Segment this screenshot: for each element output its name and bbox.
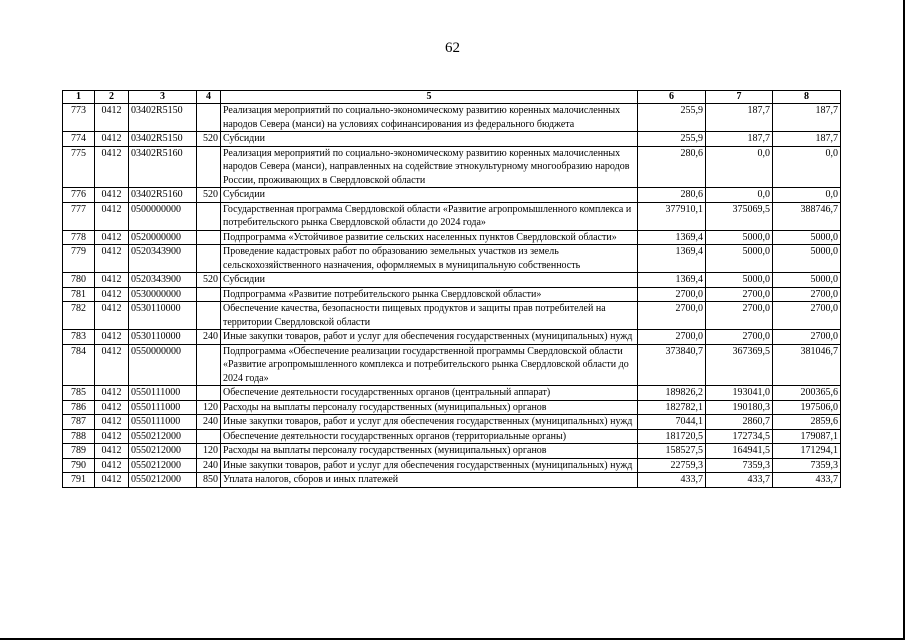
expense-type-code: 520	[197, 188, 221, 203]
item-description: Реализация мероприятий по социально-экономическому развитию коренных малочисленных народов Севера (манси) на условиях софинансирования из федерального бюджета	[221, 104, 638, 132]
target-article-code: 03402R5150	[129, 104, 197, 132]
amount-year-3: 2700,0	[773, 287, 841, 302]
target-article-code: 0550212000	[129, 473, 197, 488]
amount-year-3: 7359,3	[773, 458, 841, 473]
row-number: 785	[63, 386, 95, 401]
table-row	[63, 230, 841, 245]
amount-year-3: 187,7	[773, 132, 841, 147]
expense-type-code: 120	[197, 400, 221, 415]
amount-year-3: 0,0	[773, 188, 841, 203]
amount-year-2: 0,0	[706, 146, 773, 188]
budget-table	[62, 90, 841, 488]
amount-year-1: 181720,5	[638, 429, 706, 444]
expense-type-code: 120	[197, 444, 221, 459]
row-number: 781	[63, 287, 95, 302]
amount-year-3: 200365,6	[773, 386, 841, 401]
item-description: Обеспечение деятельности государственных органов (территориальные органы)	[221, 429, 638, 444]
target-article-code: 0520343900	[129, 245, 197, 273]
amount-year-3: 5000,0	[773, 273, 841, 288]
amount-year-1: 7044,1	[638, 415, 706, 430]
section-code: 0412	[95, 202, 129, 230]
row-number: 783	[63, 330, 95, 345]
section-code: 0412	[95, 473, 129, 488]
header-col-2: 2	[95, 91, 129, 104]
target-article-code: 0520343900	[129, 273, 197, 288]
row-number: 788	[63, 429, 95, 444]
header-col-3: 3	[129, 91, 197, 104]
section-code: 0412	[95, 429, 129, 444]
table-row	[63, 386, 841, 401]
amount-year-2: 5000,0	[706, 230, 773, 245]
amount-year-1: 2700,0	[638, 302, 706, 330]
target-article-code: 0550212000	[129, 444, 197, 459]
target-article-code: 0500000000	[129, 202, 197, 230]
row-number: 791	[63, 473, 95, 488]
amount-year-3: 179087,1	[773, 429, 841, 444]
amount-year-1: 433,7	[638, 473, 706, 488]
item-description: Обеспечение качества, безопасности пищевых продуктов и защиты прав потребителей на территории Свердловской области	[221, 302, 638, 330]
target-article-code: 03402R5160	[129, 146, 197, 188]
row-number: 779	[63, 245, 95, 273]
amount-year-1: 158527,5	[638, 444, 706, 459]
header-row	[63, 91, 841, 104]
amount-year-1: 280,6	[638, 146, 706, 188]
section-code: 0412	[95, 188, 129, 203]
table-row	[63, 415, 841, 430]
amount-year-2: 375069,5	[706, 202, 773, 230]
table-row	[63, 344, 841, 386]
page-number: 62	[445, 40, 460, 56]
expense-type-code	[197, 104, 221, 132]
amount-year-3: 2700,0	[773, 330, 841, 345]
amount-year-2: 2700,0	[706, 302, 773, 330]
target-article-code: 0550212000	[129, 429, 197, 444]
amount-year-3: 171294,1	[773, 444, 841, 459]
item-description: Расходы на выплаты персоналу государственных (муниципальных) органов	[221, 444, 638, 459]
amount-year-2: 367369,5	[706, 344, 773, 386]
item-description: Субсидии	[221, 132, 638, 147]
section-code: 0412	[95, 287, 129, 302]
target-article-code: 0550111000	[129, 415, 197, 430]
expense-type-code	[197, 386, 221, 401]
item-description: Подпрограмма «Обеспечение реализации государственной программы Свердловской области «Развитие агропромышленного комплекса и потребительского рынка Свердловской области до 2024 года»	[221, 344, 638, 386]
amount-year-2: 187,7	[706, 104, 773, 132]
row-number: 790	[63, 458, 95, 473]
target-article-code: 0550111000	[129, 386, 197, 401]
row-number: 786	[63, 400, 95, 415]
amount-year-1: 22759,3	[638, 458, 706, 473]
amount-year-1: 1369,4	[638, 273, 706, 288]
row-number: 774	[63, 132, 95, 147]
item-description: Проведение кадастровых работ по образованию земельных участков из земель сельскохозяйственного назначения, оформляемых в муниципальную собственность	[221, 245, 638, 273]
section-code: 0412	[95, 302, 129, 330]
amount-year-1: 2700,0	[638, 287, 706, 302]
table-body	[63, 104, 841, 488]
row-number: 782	[63, 302, 95, 330]
expense-type-code: 240	[197, 330, 221, 345]
header-col-5: 5	[221, 91, 638, 104]
item-description: Субсидии	[221, 188, 638, 203]
amount-year-2: 0,0	[706, 188, 773, 203]
amount-year-3: 187,7	[773, 104, 841, 132]
amount-year-1: 373840,7	[638, 344, 706, 386]
amount-year-2: 5000,0	[706, 273, 773, 288]
amount-year-3: 0,0	[773, 146, 841, 188]
item-description: Подпрограмма «Развитие потребительского рынка Свердловской области»	[221, 287, 638, 302]
section-code: 0412	[95, 344, 129, 386]
section-code: 0412	[95, 458, 129, 473]
amount-year-3: 381046,7	[773, 344, 841, 386]
amount-year-2: 193041,0	[706, 386, 773, 401]
section-code: 0412	[95, 230, 129, 245]
amount-year-3: 2859,6	[773, 415, 841, 430]
amount-year-2: 433,7	[706, 473, 773, 488]
table-row	[63, 287, 841, 302]
section-code: 0412	[95, 132, 129, 147]
expense-type-code: 520	[197, 273, 221, 288]
expense-type-code	[197, 202, 221, 230]
amount-year-3: 197506,0	[773, 400, 841, 415]
row-number: 776	[63, 188, 95, 203]
expense-type-code	[197, 230, 221, 245]
amount-year-2: 187,7	[706, 132, 773, 147]
target-article-code: 03402R5160	[129, 188, 197, 203]
row-number: 784	[63, 344, 95, 386]
table-row	[63, 188, 841, 203]
expense-type-code	[197, 302, 221, 330]
amount-year-1: 377910,1	[638, 202, 706, 230]
table-row	[63, 302, 841, 330]
table-row	[63, 330, 841, 345]
amount-year-2: 2700,0	[706, 330, 773, 345]
expense-type-code	[197, 429, 221, 444]
item-description: Иные закупки товаров, работ и услуг для обеспечения государственных (муниципальных) нужд	[221, 458, 638, 473]
amount-year-3: 433,7	[773, 473, 841, 488]
amount-year-2: 190180,3	[706, 400, 773, 415]
amount-year-1: 1369,4	[638, 230, 706, 245]
row-number: 789	[63, 444, 95, 459]
amount-year-3: 2700,0	[773, 302, 841, 330]
item-description: Иные закупки товаров, работ и услуг для обеспечения государственных (муниципальных) нужд	[221, 415, 638, 430]
target-article-code: 0530110000	[129, 330, 197, 345]
table-row	[63, 202, 841, 230]
header-col-6: 6	[638, 91, 706, 104]
section-code: 0412	[95, 415, 129, 430]
target-article-code: 03402R5150	[129, 132, 197, 147]
table-row	[63, 400, 841, 415]
target-article-code: 0530000000	[129, 287, 197, 302]
amount-year-1: 1369,4	[638, 245, 706, 273]
expense-type-code: 850	[197, 473, 221, 488]
expense-type-code: 240	[197, 415, 221, 430]
item-description: Обеспечение деятельности государственных органов (центральный аппарат)	[221, 386, 638, 401]
table-row	[63, 273, 841, 288]
row-number: 780	[63, 273, 95, 288]
header-col-7: 7	[706, 91, 773, 104]
amount-year-2: 2700,0	[706, 287, 773, 302]
table-row	[63, 473, 841, 488]
row-number: 775	[63, 146, 95, 188]
target-article-code: 0550111000	[129, 400, 197, 415]
expense-type-code	[197, 146, 221, 188]
header-col-4: 4	[197, 91, 221, 104]
target-article-code: 0520000000	[129, 230, 197, 245]
item-description: Уплата налогов, сборов и иных платежей	[221, 473, 638, 488]
table-row	[63, 132, 841, 147]
section-code: 0412	[95, 444, 129, 459]
item-description: Государственная программа Свердловской области «Развитие агропромышленного комплекса и потребительского рынка Свердловской области до 2024 года»	[221, 202, 638, 230]
expense-type-code	[197, 344, 221, 386]
table-row	[63, 429, 841, 444]
amount-year-1: 2700,0	[638, 330, 706, 345]
amount-year-1: 280,6	[638, 188, 706, 203]
table-row	[63, 245, 841, 273]
amount-year-1: 255,9	[638, 132, 706, 147]
amount-year-3: 5000,0	[773, 230, 841, 245]
header-col-1: 1	[63, 91, 95, 104]
item-description: Субсидии	[221, 273, 638, 288]
header-col-8: 8	[773, 91, 841, 104]
amount-year-2: 5000,0	[706, 245, 773, 273]
table-row	[63, 104, 841, 132]
item-description: Иные закупки товаров, работ и услуг для обеспечения государственных (муниципальных) нужд	[221, 330, 638, 345]
item-description: Расходы на выплаты персоналу государственных (муниципальных) органов	[221, 400, 638, 415]
expense-type-code	[197, 245, 221, 273]
table-row	[63, 146, 841, 188]
amount-year-3: 388746,7	[773, 202, 841, 230]
row-number: 778	[63, 230, 95, 245]
item-description: Реализация мероприятий по социально-экономическому развитию коренных малочисленных народов Севера (манси), направленных на содействие этнокультурному многообразию народов России, проживающих в Свердловской области	[221, 146, 638, 188]
amount-year-1: 255,9	[638, 104, 706, 132]
section-code: 0412	[95, 245, 129, 273]
target-article-code: 0550000000	[129, 344, 197, 386]
expense-type-code	[197, 287, 221, 302]
amount-year-2: 7359,3	[706, 458, 773, 473]
amount-year-2: 164941,5	[706, 444, 773, 459]
target-article-code: 0550212000	[129, 458, 197, 473]
row-number: 777	[63, 202, 95, 230]
expense-type-code: 520	[197, 132, 221, 147]
amount-year-2: 2860,7	[706, 415, 773, 430]
section-code: 0412	[95, 386, 129, 401]
section-code: 0412	[95, 330, 129, 345]
row-number: 787	[63, 415, 95, 430]
amount-year-1: 189826,2	[638, 386, 706, 401]
section-code: 0412	[95, 104, 129, 132]
table-row	[63, 458, 841, 473]
section-code: 0412	[95, 273, 129, 288]
table-header	[63, 91, 841, 104]
section-code: 0412	[95, 146, 129, 188]
table-row	[63, 444, 841, 459]
item-description: Подпрограмма «Устойчивое развитие сельских населенных пунктов Свердловской области»	[221, 230, 638, 245]
amount-year-1: 182782,1	[638, 400, 706, 415]
target-article-code: 0530110000	[129, 302, 197, 330]
row-number: 773	[63, 104, 95, 132]
expense-type-code: 240	[197, 458, 221, 473]
amount-year-2: 172734,5	[706, 429, 773, 444]
amount-year-3: 5000,0	[773, 245, 841, 273]
section-code: 0412	[95, 400, 129, 415]
